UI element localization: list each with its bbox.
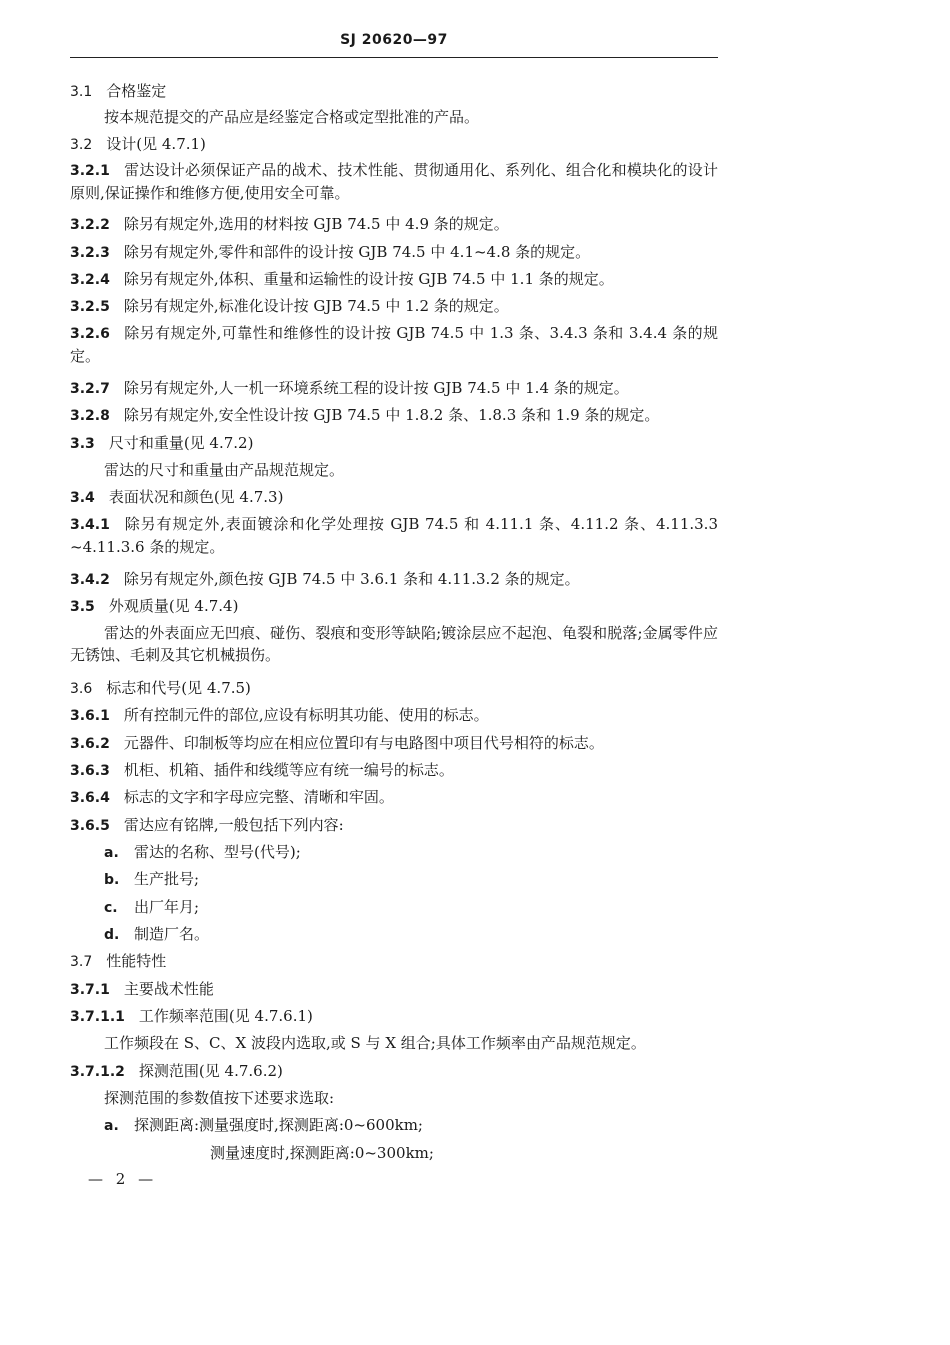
clause-text: 除另有规定外,零件和部件的设计按 GJB 74.5 中 4.1~4.8 条的规定。 — [123, 243, 591, 261]
clause-text: 除另有规定外,表面镀涂和化学处理按 GJB 74.5 和 4.11.1 条、4.11.2 条、4.11.3.3 ~4.11.3.6 条的规定。 — [70, 515, 718, 556]
list-text: 雷达的名称、型号(代号); — [134, 843, 301, 861]
clause-title: 设计(见 4.7.1) — [106, 135, 206, 153]
clause-3-1 — [70, 80, 718, 103]
clause-text: 所有控制元件的部位,应设有标明其功能、使用的标志。 — [123, 706, 489, 724]
paragraph-text: 雷达的尺寸和重量由产品规范规定。 — [104, 461, 345, 479]
clause-3-2-2 — [70, 213, 718, 236]
clause-3-2-6 — [70, 322, 718, 367]
document-code-header: SJ 20620—97 — [340, 32, 448, 48]
clause-number: 3.2.3 — [70, 245, 110, 261]
clause-3-4 — [70, 486, 718, 509]
clause-number: 3.1 — [70, 84, 93, 100]
clause-text: 元器件、印制板等均应在相应位置印有与电路图中项目代号相符的标志。 — [123, 734, 604, 752]
clause-number: 3.4 — [70, 490, 95, 506]
clause-number: 3.3 — [70, 436, 95, 452]
clause-title: 工作频率范围(见 4.7.6.1) — [138, 1007, 313, 1025]
clause-3-4-2 — [70, 568, 718, 591]
clause-number: 3.2 — [70, 137, 93, 153]
clause-title: 性能特性 — [106, 952, 167, 970]
clause-title: 外观质量(见 4.7.4) — [108, 597, 239, 615]
clause-3-2-5 — [70, 295, 718, 318]
clause-number: 3.7.1 — [70, 982, 110, 998]
list-item — [104, 923, 718, 946]
paragraph-text: 工作频段在 S、C、X 波段内选取,或 S 与 X 组合;具体工作频率由产品规范规定。 — [104, 1034, 646, 1052]
clause-title: 主要战术性能 — [123, 980, 214, 998]
clause-title: 表面状况和颜色(见 4.7.3) — [108, 488, 284, 506]
page-number: — 2 — — [88, 1170, 158, 1188]
clause-number: 3.2.4 — [70, 272, 110, 288]
clause-number: 3.7 — [70, 954, 93, 970]
paragraph-text: 探测范围的参数值按下述要求选取: — [104, 1089, 335, 1107]
clause-3-7-1-2 — [70, 1060, 718, 1083]
clause-3-2-1 — [70, 159, 718, 204]
clause-number: 3.2.5 — [70, 299, 110, 315]
clause-title: 标志和代号(见 4.7.5) — [106, 679, 251, 697]
list-text: 探测距离:测量强度时,探测距离:0~600km; — [134, 1116, 423, 1134]
clause-3-6-1 — [70, 704, 718, 727]
clause-3-6-2 — [70, 732, 718, 755]
clause-text: 除另有规定外,可靠性和维修性的设计按 GJB 74.5 中 1.3 条、3.4.3 条和 3.4.4 条的规定。 — [70, 324, 718, 365]
clause-text: 雷达设计必须保证产品的战术、技术性能、贯彻通用化、系列化、组合化和模块化的设计原则,保证操作和维修方便,使用安全可靠。 — [70, 161, 718, 202]
clause-number: 3.4.1 — [70, 517, 110, 533]
list-letter: d. — [104, 927, 120, 943]
clause-number: 3.5 — [70, 599, 95, 615]
clause-3-2 — [70, 133, 718, 156]
clause-number: 3.6.3 — [70, 763, 110, 779]
list-letter: c. — [104, 900, 118, 916]
clause-text: 除另有规定外,标准化设计按 GJB 74.5 中 1.2 条的规定。 — [123, 297, 509, 315]
clause-3-4-1 — [70, 513, 718, 558]
clause-3-6 — [70, 677, 718, 700]
clause-3-7-1 — [70, 978, 718, 1001]
list-text: 制造厂名。 — [134, 925, 210, 943]
clause-title: 合格鉴定 — [106, 82, 167, 100]
list-continuation: 测量速度时,探测距离:0~300km; — [210, 1144, 434, 1162]
clause-number: 3.6 — [70, 681, 93, 697]
clause-title: 尺寸和重量(见 4.7.2) — [108, 434, 254, 452]
clause-3-3 — [70, 432, 718, 455]
clause-3-7 — [70, 950, 718, 973]
clause-3-7-1-1 — [70, 1005, 718, 1028]
clause-number: 3.2.2 — [70, 217, 110, 233]
clause-text: 除另有规定外,颜色按 GJB 74.5 中 3.6.1 条和 4.11.3.2 条的规定。 — [123, 570, 580, 588]
clause-text: 除另有规定外,安全性设计按 GJB 74.5 中 1.8.2 条、1.8.3 条和 1.9 条的规定。 — [123, 406, 660, 424]
clause-number: 3.7.1.1 — [70, 1009, 125, 1025]
clause-3-6-4 — [70, 786, 718, 809]
clause-number: 3.7.1.2 — [70, 1064, 125, 1080]
clause-number: 3.2.8 — [70, 408, 110, 424]
list-text: 出厂年月; — [134, 898, 200, 916]
clause-title: 探测范围(见 4.7.6.2) — [138, 1062, 283, 1080]
clause-text: 除另有规定外,选用的材料按 GJB 74.5 中 4.9 条的规定。 — [123, 215, 509, 233]
clause-number: 3.2.7 — [70, 381, 110, 397]
clause-3-6-5 — [70, 814, 718, 837]
clause-number: 3.2.1 — [70, 163, 110, 179]
clause-number: 3.6.2 — [70, 736, 110, 752]
list-item — [104, 841, 718, 864]
clause-number: 3.2.6 — [70, 326, 110, 342]
clause-number: 3.6.4 — [70, 790, 110, 806]
list-item — [104, 896, 718, 919]
paragraph-text: 按本规范提交的产品应是经鉴定合格或定型批准的产品。 — [104, 108, 480, 126]
clause-3-5 — [70, 595, 718, 618]
paragraph-text: 雷达的外表面应无凹痕、碰伤、裂痕和变形等缺陷;镀涂层应不起泡、龟裂和脱落;金属零件应无锈蚀、毛刺及其它机械损伤。 — [70, 624, 718, 664]
clause-3-2-8 — [70, 404, 718, 427]
clause-number: 3.6.1 — [70, 708, 110, 724]
list-letter: a. — [104, 1118, 119, 1134]
list-letter: a. — [104, 845, 119, 861]
list-letter: b. — [104, 872, 120, 888]
clause-text: 机柜、机箱、插件和线缆等应有统一编号的标志。 — [123, 761, 454, 779]
clause-number: 3.6.5 — [70, 818, 110, 834]
clause-3-6-3 — [70, 759, 718, 782]
clause-text: 除另有规定外,人一机一环境系统工程的设计按 GJB 74.5 中 1.4 条的规定。 — [123, 379, 629, 397]
clause-3-2-7 — [70, 377, 718, 400]
clause-3-2-4 — [70, 268, 718, 291]
list-text: 生产批号; — [134, 870, 200, 888]
header-rule — [70, 57, 718, 58]
clause-text: 标志的文字和字母应完整、清晰和牢固。 — [123, 788, 394, 806]
clause-text: 雷达应有铭牌,一般包括下列内容: — [123, 816, 344, 834]
list-item — [104, 1114, 718, 1137]
clause-number: 3.4.2 — [70, 572, 110, 588]
clause-3-2-3 — [70, 241, 718, 264]
list-item — [104, 868, 718, 891]
clause-text: 除另有规定外,体积、重量和运输性的设计按 GJB 74.5 中 1.1 条的规定。 — [123, 270, 614, 288]
